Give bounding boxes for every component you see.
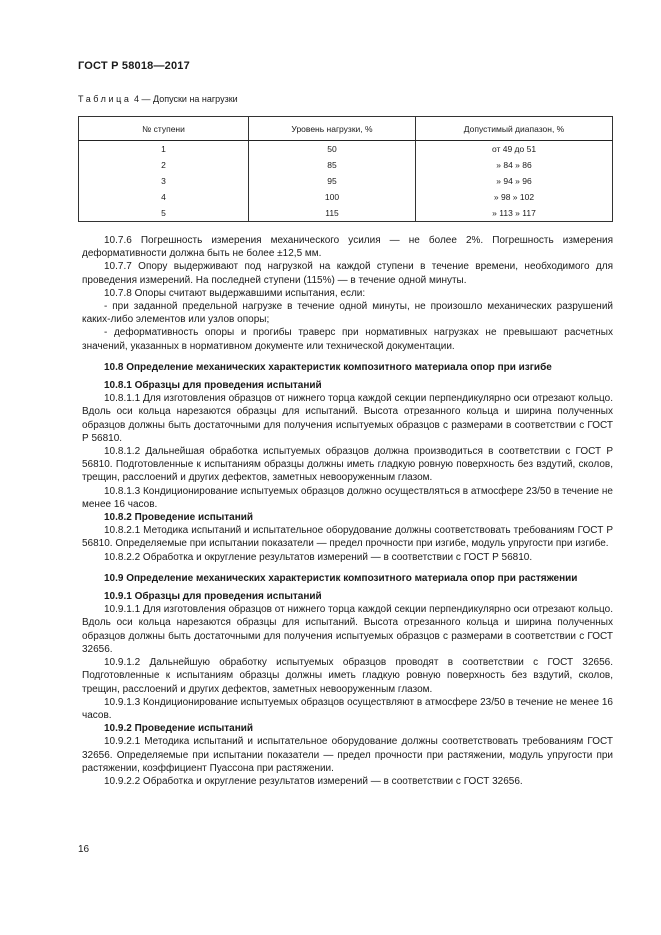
- page-number: 16: [78, 844, 90, 855]
- table-cell: 50: [249, 141, 416, 158]
- load-tolerance-table: [78, 116, 613, 222]
- section-heading-10-9: 10.9 Определение механических характеристик композитного материала опор при растяжении: [104, 572, 578, 584]
- subsection-heading-10-9-1: 10.9.1 Образцы для проведения испытаний: [104, 591, 322, 603]
- subsection-heading-10-9-2: 10.9.2 Проведение испытаний: [104, 723, 254, 735]
- table-row: [79, 141, 613, 158]
- table-cell: » 94 » 96: [416, 173, 613, 189]
- paragraph-10-9-2-2: 10.9.2.2 Обработка и округление результатов измерений — в соответствии с ГОСТ 32656.: [104, 775, 523, 787]
- table-cell: от 49 до 51: [416, 141, 613, 158]
- table-cell: 95: [249, 173, 416, 189]
- paragraph-10-9-2-1: 10.9.2.1 Методика испытаний и испытательное оборудование должны соответствовать требованиям ГОСТ 32656. Определяемые при испытании показатели — предел прочности при растяжении, модуль упругости при растяжении, коэффициент Пуассона при растяжении.: [82, 736, 613, 774]
- paragraph-10-9-1-1: 10.9.1.1 Для изготовления образцов от нижнего торца каждой секции перпендикулярно оси отрезают кольцо. Вдоль оси кольца нарезаются образцы для испытаний. Высота отрезанного кольца и ширина полученных образцов должны быть достаточными для получения испытуемых образцов с размерами в соответствии с ГОСТ 32656.: [82, 604, 613, 655]
- subsection-heading-10-8-2: 10.8.2 Проведение испытаний: [104, 512, 254, 524]
- table-caption-text: 4 — Допуски на нагрузки: [131, 94, 238, 104]
- table-row: [79, 157, 613, 173]
- table-caption-label: Таблица: [78, 94, 132, 104]
- paragraph-10-7-8: 10.7.8 Опоры считают выдержавшими испытания, если:: [104, 287, 366, 299]
- paragraph-10-8-1-2: 10.8.1.2 Дальнейшая обработка испытуемых образцов должна производиться в соответствии с ГОСТ Р 56810. Подготовленные к испытаниям образцы должны иметь гладкую ровную поверхность без вздутий, сколов, трещин, расслоений и других дефектов, заметных невооруженным глазом.: [82, 446, 613, 484]
- paragraph-10-7-6: 10.7.6 Погрешность измерения механического усилия — не более 2%. Погрешность измерения деформативности должна быть не более ±12,5 мм.: [82, 235, 613, 260]
- subsection-heading-10-8-1: 10.8.1 Образцы для проведения испытаний: [104, 380, 322, 392]
- table-cell: 2: [79, 157, 249, 173]
- list-item: - при заданной предельной нагрузке в течение одной минуты, не произошло механических разрушений каких-либо элементов или узлов опоры;: [82, 301, 613, 326]
- table-cell: » 113 » 117: [416, 205, 613, 222]
- table-cell: 100: [249, 189, 416, 205]
- section-heading-10-8: 10.8 Определение механических характеристик композитного материала опор при изгибе: [104, 361, 552, 373]
- table-row: [79, 205, 613, 222]
- paragraph-10-7-7: 10.7.7 Опору выдерживают под нагрузкой на каждой ступени в течение времени, необходимого для проведения измерений. На последней ступени (115%) — в течение одной минуты.: [82, 261, 613, 286]
- paragraph-10-8-1-1: 10.8.1.1 Для изготовления образцов от нижнего торца каждой секции перпендикулярно оси отрезают кольцо. Вдоль оси кольца нарезаются образцы для испытаний. Высота отрезанного кольца и ширина полученных образцов должны быть достаточными для получения испытуемых образцов с размерами в соответствии с ГОСТ Р 56810.: [82, 393, 613, 444]
- table-cell: » 98 » 102: [416, 189, 613, 205]
- paragraph-10-8-2-1: 10.8.2.1 Методика испытаний и испытательное оборудование должны соответствовать требованиям ГОСТ Р 56810. Определяемые при испытании показатели — предел прочности при изгибе, модуль упругости при изгибе.: [82, 525, 613, 550]
- table-cell: 1: [79, 141, 249, 158]
- paragraph-10-8-1-3: 10.8.1.3 Кондиционирование испытуемых образцов должно осуществляться в атмосфере 23/50 в течение не менее 16 часов.: [82, 485, 613, 510]
- table-row: [79, 173, 613, 189]
- table-cell: 115: [249, 205, 416, 222]
- table-cell: 85: [249, 157, 416, 173]
- paragraph-10-8-2-2: 10.8.2.2 Обработка и округление результатов измерений — в соответствии с ГОСТ Р 56810.: [104, 551, 533, 563]
- table-caption: [78, 94, 238, 104]
- table-cell: 3: [79, 173, 249, 189]
- paragraph-10-9-1-2: 10.9.1.2 Дальнейшую обработку испытуемых образцов проводят в соответствии с ГОСТ 32656. Подготовленные к испытаниям образцы должны иметь гладкую ровную поверхность без вздутий, сколов, трещин, расслоений и других дефектов, заметных невооруженным глазом.: [82, 657, 613, 695]
- document-body: [82, 234, 613, 788]
- column-header-range: Допустимый диапазон, %: [416, 117, 613, 141]
- table-header-row: [79, 117, 613, 141]
- table-cell: 4: [79, 189, 249, 205]
- column-header-load-level: Уровень нагрузки, %: [249, 117, 416, 141]
- paragraph-10-9-1-3: 10.9.1.3 Кондиционирование испытуемых образцов осуществляют в атмосфере 23/50 в течение не менее 16 часов.: [82, 696, 613, 721]
- column-header-step: № ступени: [79, 117, 249, 141]
- document-header: ГОСТ Р 58018—2017: [78, 60, 190, 72]
- list-item: - деформативность опоры и прогибы траверс при нормативных нагрузках не превышают расчетных значений, указанных в нормативном документе или технической документации.: [82, 327, 613, 352]
- table-cell: » 84 » 86: [416, 157, 613, 173]
- table-cell: 5: [79, 205, 249, 222]
- table-row: [79, 189, 613, 205]
